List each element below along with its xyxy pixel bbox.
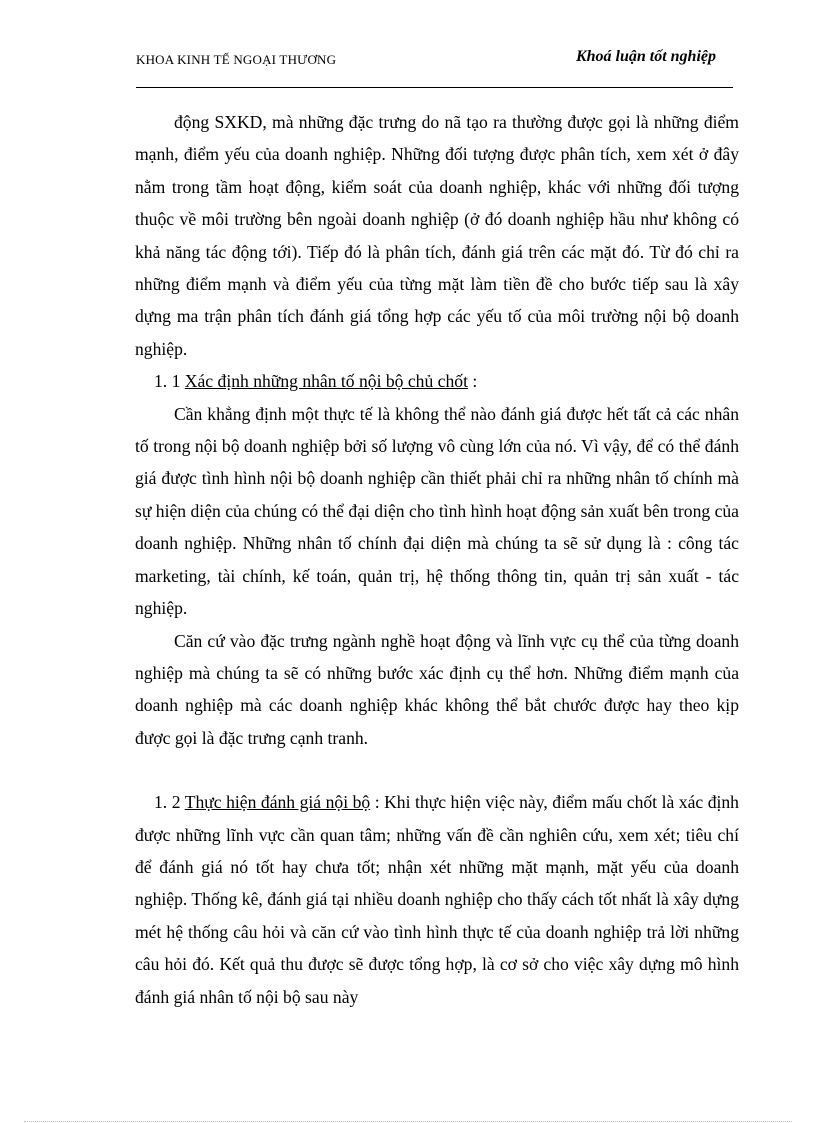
section-1-2 <box>135 786 739 1013</box>
paragraph-industry: Căn cứ vào đặc trưng ngành nghề hoạt động và lĩnh vực cụ thể của từng doanh nghiệp mà chúng ta sẽ có những bước xác định cụ thể hơn. Những điểm mạnh của doanh nghiệp mà các doanh nghiệp khác không thể bắt chước được hay theo kịp được gọi là đặc trưng cạnh tranh. <box>135 630 739 748</box>
header-divider <box>136 87 733 88</box>
section-heading-1-1 <box>135 365 739 397</box>
page-header <box>136 48 732 72</box>
section-text: : Khi thực hiện việc này, điểm mấu chốt là xác định được những lĩnh vực cần quan tâm; những vấn đề cần nghiên cứu, xem xét; tiêu chí để đánh giá nó tốt hay chưa tốt; nhận xét những mặt mạnh, mặt yếu của doanh nghiệp. Thống kê, đánh giá tại nhiều doanh nghiệp cho thấy cách tốt nhất là xây dựng mét hệ thống câu hỏi và căn cứ vào tình hình thực tế của doanh nghiệp trả lời những câu hỏi đó. Kết quả thu được sẽ được tổng hợp, là cơ sở cho việc xây dựng mô hình đánh giá nhân tố nội bộ sau này <box>135 792 739 1007</box>
paragraph-spacer <box>135 754 739 786</box>
paragraph-intro: động SXKD, mà những đặc trưng do nã tạo ra thường được gọi là những điểm mạnh, điểm yếu của doanh nghiệp. Những đối tượng được phân tích, xem xét ở đây nằm trong tầm hoạt động, kiểm soát của doanh nghiệp, khác với những đối tượng thuộc về môi trường bên ngoài doanh nghiệp (ở đó doanh nghiệp hầu như không có khả năng tác động tới). Tiếp đó là phân tích, đánh giá trên các mặt đó. Từ đó chỉ ra những điểm mạnh và điểm yếu của từng mặt làm tiền đề cho bước tiếp sau là xây dựng ma trận phân tích đánh giá tổng hợp các yếu tố của môi trường nội bộ doanh nghiệp. <box>135 112 739 359</box>
section-title: Xác định những nhân tố nội bộ chủ chốt <box>184 371 468 392</box>
section-title: Thực hiện đánh giá nội bộ <box>184 792 371 813</box>
section-number: 1. 2 <box>154 792 185 813</box>
page-body <box>135 106 739 1013</box>
paragraph-key-factors: Cần khẳng định một thực tế là không thể nào đánh giá được hết tất cả các nhân tố trong nội bộ doanh nghiệp bởi số lượng vô cùng lớn của nó. Vì vậy, để có thể đánh giá được tình hình nội bộ doanh nghiệp cần thiết phải chỉ ra những nhân tố chính mà sự hiện diện của chúng có thể đại diện cho tình hình hoạt động sản xuất bên trong của doanh nghiệp. Những nhân tố chính đại diện mà chúng ta sẽ sử dụng là : công tác marketing, tài chính, kế toán, quản trị, hệ thống thông tin, quản trị sản xuất - tác nghiệp. <box>135 403 739 619</box>
section-number: 1. 1 <box>154 371 185 392</box>
document-type: Khoá luận tốt nghiệp <box>575 48 716 65</box>
section-title-suffix: : <box>467 371 478 392</box>
page-bottom-border <box>24 1121 792 1122</box>
faculty-name: KHOA KINH TẾ NGOẠI THƯƠNG <box>136 52 337 67</box>
